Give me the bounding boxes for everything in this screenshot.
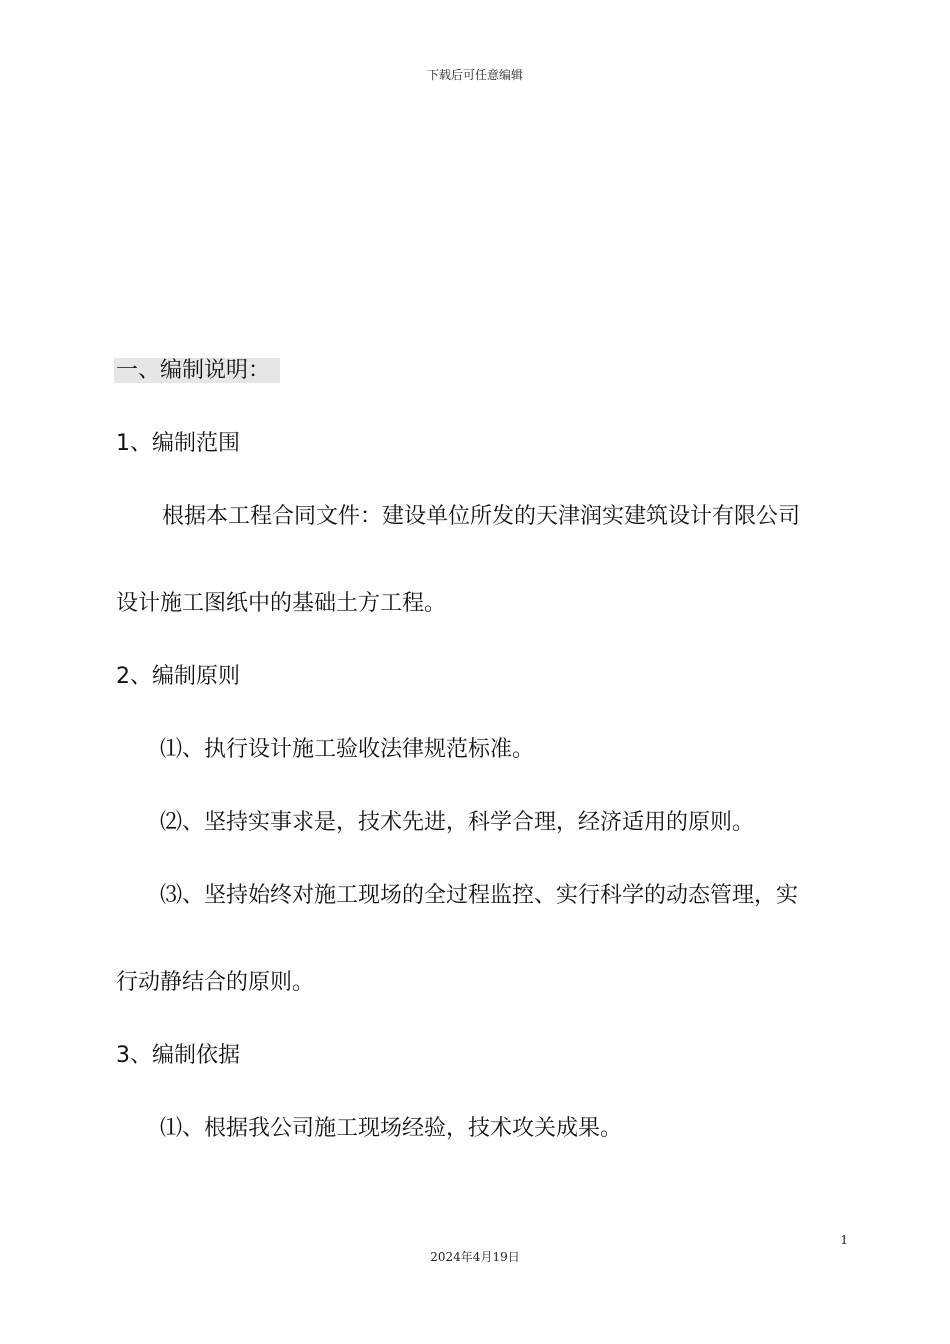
- basis-heading: 3、编制依据: [116, 1043, 240, 1068]
- footer-date: 2024年4月19日: [430, 1250, 520, 1264]
- basis-item-1: ⑴、根据我公司施工现场经验，技术攻关成果。: [160, 1116, 623, 1141]
- header-note: 下载后可任意编辑: [426, 68, 523, 82]
- scope-paragraph-line-2: 设计施工图纸中的基础土方工程。: [116, 591, 447, 616]
- principles-heading: 2、编制原则: [116, 664, 240, 689]
- principle-item-1: ⑴、执行设计施工验收法律规范标准。: [160, 737, 535, 762]
- principle-item-3-line-1: ⑶、坚持始终对施工现场的全过程监控、实行科学的动态管理，实: [160, 883, 799, 908]
- principle-item-2: ⑵、坚持实事求是，技术先进，科学合理，经济适用的原则。: [160, 810, 755, 835]
- scope-heading: 1、编制范围: [116, 431, 240, 456]
- section-title-text: 一、编制说明：: [114, 358, 280, 383]
- section-title: [116, 356, 280, 386]
- principle-item-3-line-2: 行动静结合的原则。: [116, 970, 315, 995]
- page-number: 1: [840, 1233, 848, 1247]
- scope-paragraph-line-1: 根据本工程合同文件：建设单位所发的天津润实建筑设计有限公司: [162, 504, 801, 529]
